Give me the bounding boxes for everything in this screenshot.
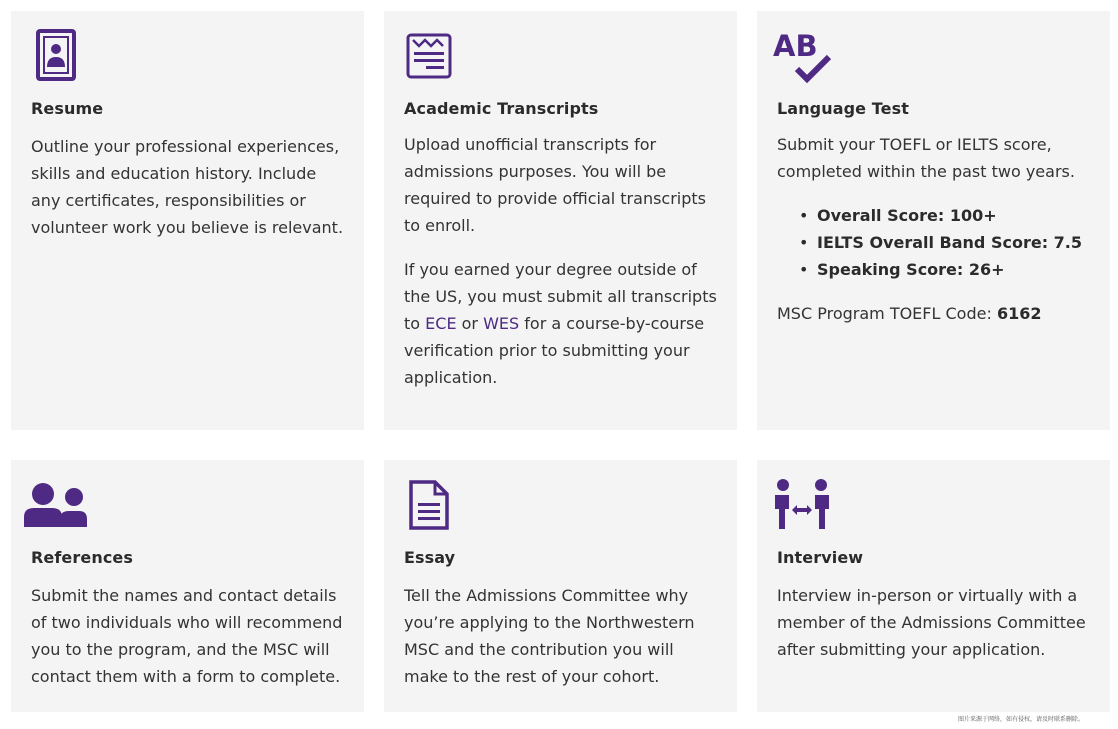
- essay-document-icon: [409, 480, 449, 530]
- card-title: Academic Transcripts: [404, 99, 599, 118]
- interview-card: [757, 460, 1110, 712]
- card-title: Essay: [404, 548, 456, 567]
- card-body: Interview in-person or virtually with a member of the Admissions Committee after submitting your application.: [777, 586, 1086, 659]
- references-card: [11, 460, 364, 712]
- people-icon: [24, 483, 88, 527]
- toefl-code: 6162: [996, 304, 1042, 323]
- list-item: • IELTS Overall Band Score: 7.5: [797, 229, 1094, 256]
- transcript-document-icon: [406, 33, 452, 79]
- card-title: Language Test: [777, 99, 910, 118]
- card-body: Upload unofficial transcripts for admissions purposes. You will be required to provide official transcripts to enroll. If you earned your degree outside of the US, you must submit all transcripts to ECE or WES for a course-by-course verification prior to submitting your application.: [404, 135, 717, 387]
- list-item: • Overall Score: 100+: [797, 202, 1094, 229]
- card-body: Submit the names and contact details of two individuals who will recommend you to the program, and the MSC will contact them with a form to complete.: [31, 586, 343, 686]
- svg-text:AB: AB: [773, 29, 818, 63]
- list-item: • Speaking Score: 26+: [797, 256, 1094, 283]
- card-body: Outline your professional experiences, skills and education history. Include any certificates, responsibilities or volunteer work you believe is relevant.: [31, 137, 344, 237]
- essay-card: [384, 460, 737, 712]
- card-body: Submit your TOEFL or IELTS score, completed within the past two years. • Overall Score: 100+ • IELTS Overall Band Score: 7.5 • Speaking Score: 26+ MSC Program TOEFL Code: 6162: [777, 131, 1094, 327]
- language-test-card: [757, 11, 1110, 430]
- resume-card: [11, 11, 364, 430]
- score-requirements-list: [797, 202, 1094, 283]
- ece-link[interactable]: ECE: [425, 314, 457, 333]
- card-body: Tell the Admissions Committee why you’re applying to the Northwestern MSC and the contribution you will make to the rest of your cohort.: [404, 586, 695, 686]
- id-card-icon: [36, 29, 76, 81]
- ab-check-icon: [773, 29, 831, 83]
- card-title: Interview: [777, 548, 864, 567]
- academic-transcripts-card: [384, 11, 737, 430]
- card-title: Resume: [31, 99, 104, 118]
- wes-link[interactable]: WES: [483, 314, 520, 333]
- watermark: 图片来源于网络，如有侵权，请及时联系删除。: [958, 716, 1085, 723]
- interview-people-icon: [773, 479, 831, 531]
- card-title: References: [31, 548, 133, 567]
